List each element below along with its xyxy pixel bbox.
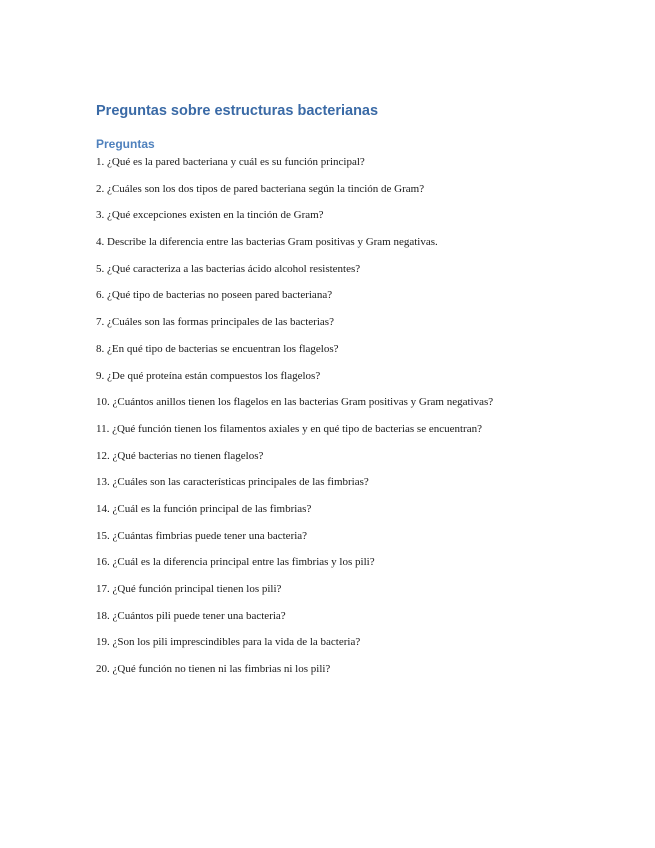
question-item: 7. ¿Cuáles son las formas principales de las bacterias?: [96, 316, 334, 329]
question-item: 14. ¿Cuál es la función principal de las fimbrias?: [96, 502, 312, 515]
section-heading: Preguntas: [96, 137, 155, 151]
question-item: 2. ¿Cuáles son los dos tipos de pared bacteriana según la tinción de Gram?: [96, 182, 425, 195]
question-item: 4. Describe la diferencia entre las bacterias Gram positivas y Gram negativas.: [96, 236, 438, 249]
question-item: 16. ¿Cuál es la diferencia principal entre las fimbrias y los pili?: [96, 556, 375, 569]
question-item: 15. ¿Cuántas fimbrias puede tener una bacteria?: [96, 529, 308, 542]
question-item: 1. ¿Qué es la pared bacteriana y cuál es su función principal?: [96, 156, 365, 168]
question-item: 9. ¿De qué proteína están compuestos los flagelos?: [96, 369, 321, 382]
question-item: 3. ¿Qué excepciones existen en la tinción de Gram?: [96, 209, 324, 222]
question-item: 18. ¿Cuántos pili puede tener una bacteria?: [96, 609, 286, 622]
document-title: Preguntas sobre estructuras bacterianas: [96, 103, 379, 119]
document-content: [96, 101, 616, 687]
question-item: 13. ¿Cuáles son las características principales de las fimbrias?: [96, 476, 369, 489]
question-item: 17. ¿Qué función principal tienen los pili?: [96, 583, 282, 595]
question-item: 19. ¿Son los pili imprescindibles para la vida de la bacteria?: [96, 636, 361, 649]
question-item: 20. ¿Qué función no tienen ni las fimbrias ni los pili?: [96, 663, 331, 676]
question-item: 11. ¿Qué función tienen los filamentos axiales y en qué tipo de bacterias se encuentran?: [96, 422, 482, 435]
question-item: 8. ¿En qué tipo de bacterias se encuentran los flagelos?: [96, 342, 339, 355]
question-item: 5. ¿Qué caracteriza a las bacterias ácido alcohol resistentes?: [96, 262, 361, 275]
question-item: 10. ¿Cuántos anillos tienen los flagelos en las bacterias Gram positivas y Gram negativas?: [96, 396, 494, 409]
question-item: 12. ¿Qué bacterias no tienen flagelos?: [96, 449, 264, 462]
question-list: [96, 153, 616, 687]
question-item: 6. ¿Qué tipo de bacterias no poseen pared bacteriana?: [96, 289, 333, 302]
